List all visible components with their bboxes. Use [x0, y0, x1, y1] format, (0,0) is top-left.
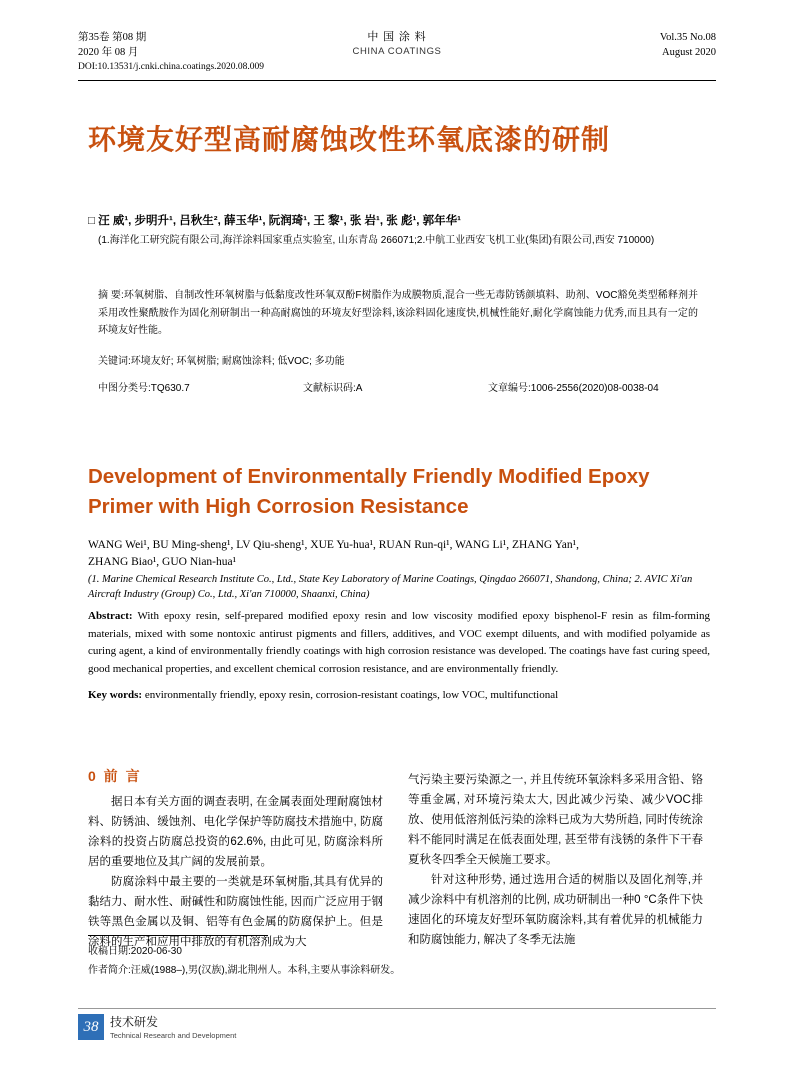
abstract-cn-text: 环氧树脂、自制改性环氧树脂与低黏度改性环氧双酚F树脂作为成膜物质,混合一些无毒防锈颜填料、助剂、VOC豁免类型稀释剂并采用改性聚酰胺作为固化剂研制出一种高耐腐蚀的环境友好型涂料,该涂料固化速度快,机械性能好,耐化学腐蚀能力优秀,而且具有一定的环境友好性能。	[98, 290, 699, 336]
section-heading-intro: 0 前 言	[88, 768, 142, 784]
doi-text: DOI:10.13531/j.cnki.china.coatings.2020.08.009	[78, 62, 265, 72]
footer-divider	[78, 1008, 716, 1009]
journal-name-block	[353, 30, 442, 59]
journal-volume-en: Vol.35 No.08	[659, 32, 716, 43]
footnote-block	[88, 942, 708, 980]
keywords-cn-text: 环境友好; 环氧树脂; 耐腐蚀涂料; 低VOC; 多功能	[130, 356, 345, 367]
abstract-en-label: Abstract:	[88, 610, 133, 622]
journal-name-en: CHINA COATINGS	[352, 46, 442, 57]
article-id: 文章编号:1006-2556(2020)08-0038-04	[488, 383, 659, 394]
keywords-cn	[98, 353, 698, 370]
keywords-en	[88, 687, 710, 704]
keywords-en-text: environmentally friendly, epoxy resin, corrosion-resistant coatings, low VOC, multifunctional	[144, 689, 559, 701]
journal-name-cn: 中 国 涂 料	[367, 31, 427, 43]
footer-section-label	[110, 1014, 236, 1041]
abstract-en-text: With epoxy resin, self-prepared modified epoxy resin and low viscosity modified epoxy bisphenol-F resin as film-forming materials, mixed with some nontoxic antirust pigments and fillers, additives, and VOC exempt diluents, and with modified polyamide as curing agent, a kind of environmentally friendly coatings with high corrosion resistance was developed. The coatings have fast curing speed, good mechanical properties, and excellent chemical corrosion resistance, and are environmentally friendly.	[88, 610, 710, 675]
footer-section-cn: 技术研发	[110, 1015, 159, 1029]
abstract-cn	[98, 287, 698, 340]
header-divider	[78, 80, 716, 81]
footnote-divider	[88, 935, 268, 936]
body-column-right	[408, 770, 703, 950]
journal-date-en: August 2020	[662, 47, 716, 58]
document-code: 文献标识码:A	[303, 383, 363, 394]
footer-section-en: Technical Research and Development	[110, 1031, 237, 1040]
journal-date-cn: 2020 年 08 月	[78, 47, 139, 58]
abstract-cn-label: 摘 要:	[98, 290, 124, 301]
affiliation-cn: (1.海洋化工研究院有限公司,海洋涂料国家重点实验室, 山东青岛 266071;2.中航工业西安飞机工业(集团)有限公司,西安 710000)	[98, 235, 655, 246]
abstract-en	[88, 608, 710, 678]
authors-en	[88, 537, 708, 571]
authors-cn: □ 汪 威¹, 步明升¹, 吕秋生², 薛玉华¹, 阮润琦¹, 王 黎¹, 张 岩¹, 张 彪¹, 郭年华¹	[88, 215, 462, 227]
title-en: Development of Environmentally Friendly Modified Epoxy Primer with High Corrosion Resistance	[88, 465, 650, 518]
paragraph: 防腐涂料中最主要的一类就是环氧树脂,其具有优异的黏结力、耐水性、耐碱性和防腐蚀性能, 因而广泛应用于钢铁等黑色金属以及铜、铝等有色金属的防腐保护上。但是涂料的生产和应用中排放的有机溶剂成为大	[88, 876, 383, 948]
authors-en-line1: WANG Wei¹, BU Ming-sheng¹, LV Qiu-sheng¹, XUE Yu-hua¹, RUAN Run-qi¹, WANG Li¹, ZHANG Yan¹,	[88, 539, 579, 551]
affiliation-en: (1. Marine Chemical Research Institute Co., Ltd., State Key Laboratory of Marine Coatings, Qingdao 266071, Shandong, China; 2. AVIC Xi'an Aircraft Industry (Group) Co., Ltd., Xi'an 710000, Shaanxi, China)	[88, 574, 693, 600]
journal-volume-en-block	[660, 30, 716, 60]
body-column-left	[88, 792, 383, 952]
received-date: 收稿日期:2020-06-30	[88, 946, 182, 957]
paragraph: 气污染主要污染源之一, 并且传统环氧涂料多采用含铅、铬等重金属, 对环境污染太大, 因此减少污染、减少VOC排放、使用低溶剂低污染的涂料已成为大势所趋, 同时传统涂料不能同时满足在低表面处理, 甚至带有浅锈的条件下干春夏秋冬四季全天候施工要求。	[408, 774, 703, 866]
journal-volume-block	[78, 30, 146, 60]
journal-volume: 第35卷 第08 期	[78, 32, 147, 43]
paragraph: 针对这种形势, 通过选用合适的树脂以及固化剂等,并减少涂料中有机溶剂的比例, 成功研制出一种0 °C条件下快速固化的环境友好型环氧防腐涂料,其有着优异的机械能力和防腐蚀能力, 解决了冬季无法施	[408, 874, 703, 946]
page-number: 38	[78, 1014, 104, 1040]
keywords-cn-label: 关键词:	[98, 356, 131, 367]
keywords-en-label: Key words:	[88, 689, 143, 701]
clc-number: 中图分类号:TQ630.7	[98, 383, 190, 394]
title-cn: 环境友好型高耐腐蚀改性环氧底漆的研制	[88, 124, 611, 155]
authors-en-line2: ZHANG Biao¹, GUO Nian-hua¹	[88, 556, 237, 568]
author-bio: 作者简介:汪威(1988–),男(汉族),湖北荆州人。本科,主要从事涂料研发。	[88, 965, 401, 976]
paragraph: 据日本有关方面的调查表明, 在金属表面处理耐腐蚀材料、防锈油、缓蚀剂、电化学保护等防腐技术措施中, 防腐涂料的投资占防腐总投资的62.6%, 由此可见, 防腐涂料所居的重要地位及其广阔的发展前景。	[88, 796, 383, 868]
